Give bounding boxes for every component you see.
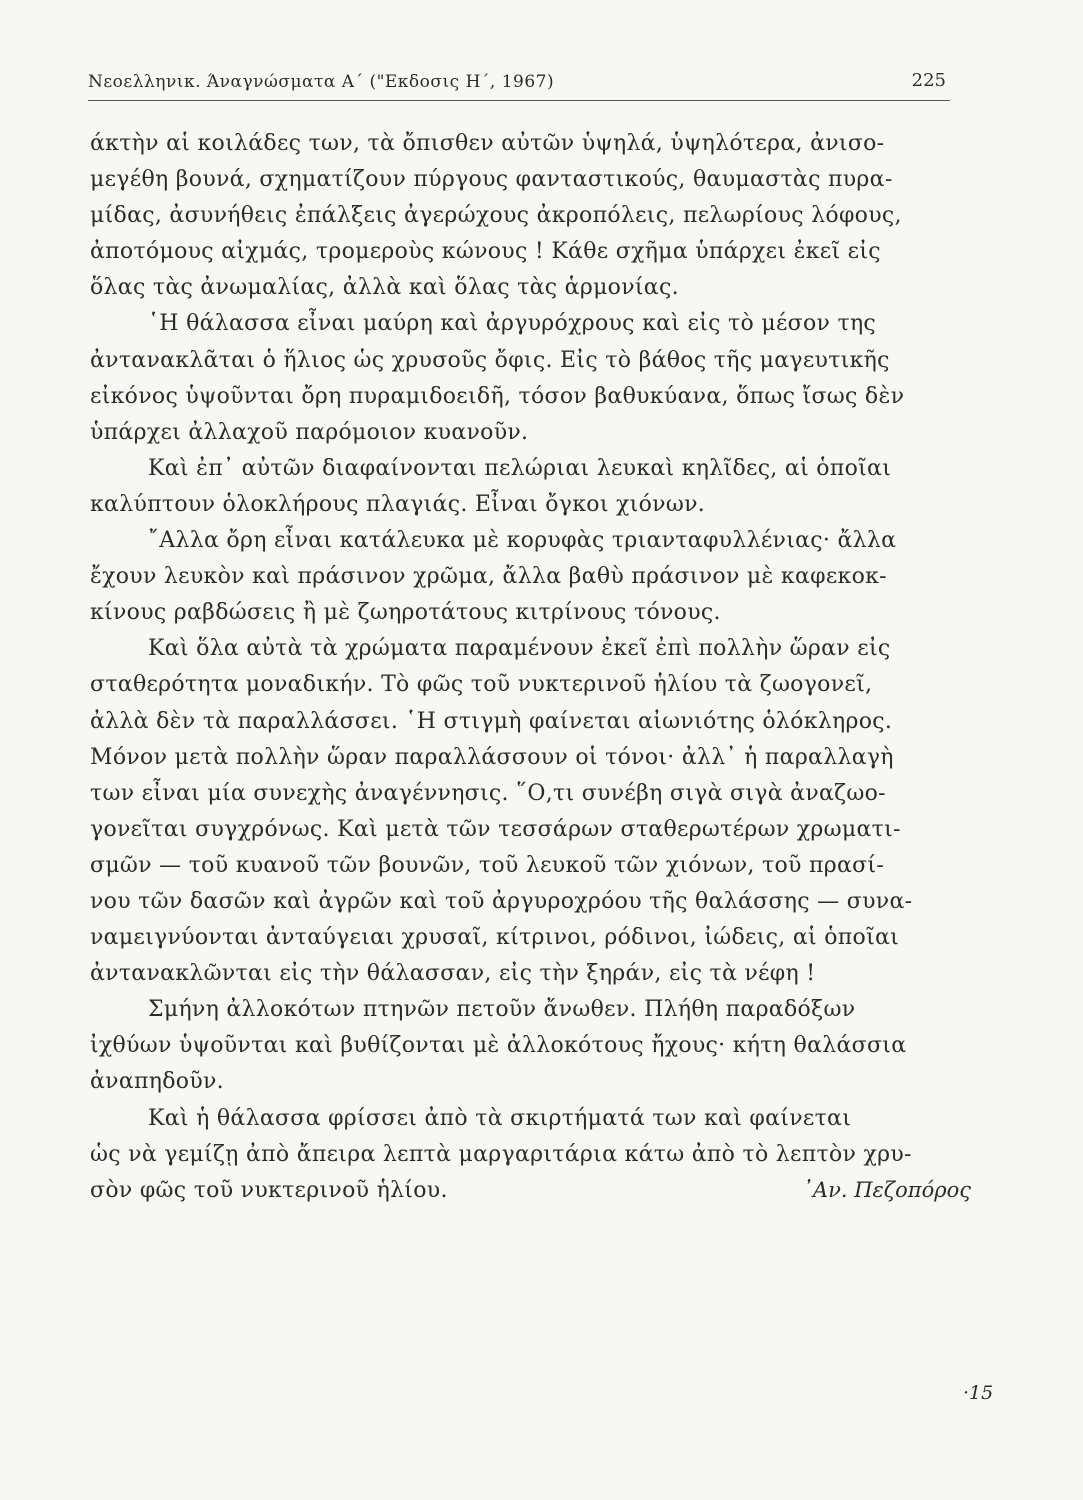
text-line: νου τῶν δασῶν καὶ ἀγρῶν καὶ τοῦ ἀργυροχρόου τῆς θαλάσσης — συνα- bbox=[90, 888, 913, 914]
text-line: των εἶναι μία συνεχὴς ἀναγέννησις. ῞Ο,τι συνέβη σιγὰ σιγὰ ἀναζωο- bbox=[90, 780, 886, 806]
running-head: Νεοελληνικ. Άναγνώσματα Α΄ ("Εκδοσις Η΄, 1967) bbox=[88, 72, 555, 92]
text-line: ἔχουν λευκὸν καὶ πράσινον χρῶμα, ἄλλα βαθὺ πράσινον μὲ καφεκοκ- bbox=[90, 564, 887, 590]
text-line: γονεῖται συγχρόνως. Καὶ μετὰ τῶν τεσσάρων σταθερωτέρων χρωματι- bbox=[90, 816, 901, 842]
text-line: μίδας, ἀσυνήθεις ἐπάλξεις ἀγερώχους ἀκροπόλεις, πελωρίους λόφους, bbox=[90, 203, 902, 229]
text-line: άκτὴν αἱ κοιλάδες των, τὰ ὄπισθεν αὐτῶν ὑψηλά, ὑψηλότερα, ἀνισο- bbox=[90, 131, 885, 156]
body-text bbox=[90, 126, 950, 1209]
text-line: ἀντανακλῶνται εἰς τὴν θάλασσαν, εἰς τὴν ξηράν, εἰς τὰ νέφη ! bbox=[90, 961, 816, 987]
text-line: καλύπτουν ὁλοκλήρους πλαγιάς. Εἶναι ὄγκοι χιόνων. bbox=[90, 491, 706, 517]
text-line: ἰχθύων ὑψοῦνται καὶ βυθίζονται μὲ ἀλλοκότους ἤχους· κήτη θαλάσσια bbox=[90, 1033, 907, 1059]
text-line: ἀντανακλᾶται ὁ ἥλιος ὡς χρυσοῦς ὄφις. Εἰς τὸ βάθος τῆς μαγευτικῆς bbox=[90, 347, 890, 373]
text-line: ναμειγνύονται ἀνταύγειαι χρυσαῖ, κίτρινοι, ρόδινοι, ἰώδεις, αἱ ὁποῖαι bbox=[90, 925, 900, 951]
page-number: 225 bbox=[911, 70, 946, 91]
page-header bbox=[88, 70, 950, 101]
text-line: ὑπάρχει ἀλλαχοῦ παρόμοιον κυανοῦν. bbox=[90, 419, 529, 445]
text-line: σὸν φῶς τοῦ νυκτερινοῦ ἡλίου. bbox=[90, 1177, 448, 1203]
text-line: κίνους ραβδώσεις ἢ μὲ ζωηροτάτους κιτρίνους τόνους. bbox=[90, 600, 721, 626]
text-line: σταθερότητα μοναδικήν. Τὸ φῶς τοῦ νυκτερινοῦ ἡλίου τὰ ζωογονεῖ, bbox=[90, 672, 873, 698]
text-line: Μόνον μετὰ πολλὴν ὥραν παραλλάσσουν οἱ τόνοι· ἀλλ᾿ ἡ παραλλαγὴ bbox=[90, 744, 894, 770]
text-line: Σμήνη ἀλλοκότων πτηνῶν πετοῦν ἄνωθεν. Πλήθη παραδόξων bbox=[148, 997, 856, 1023]
text-line: ῾Η θάλασσα εἶναι μαύρη καὶ ἀργυρόχρους καὶ εἰς τὸ μέσον της bbox=[148, 311, 877, 337]
text-line: ὡς νὰ γεμίζῃ ἀπὸ ἄπειρα λεπτὰ μαργαριτάρια κάτω ἀπὸ τὸ λεπτὸν χρυ- bbox=[90, 1141, 912, 1167]
text-line: εἰκόνος ὑψοῦνται ὄρη πυραμιδοειδῆ, τόσον βαθυκύανα, ὅπως ἴσως δὲν bbox=[90, 383, 905, 409]
text-line: Καὶ ὅλα αὐτὰ τὰ χρώματα παραμένουν ἐκεῖ ἐπὶ πολλὴν ὥραν εἰς bbox=[148, 636, 891, 662]
text-line: ῎Αλλα ὄρη εἶναι κατάλευκα μὲ κορυφὰς τριανταφυλλένιας· ἄλλα bbox=[148, 528, 897, 554]
text-line: Καὶ ἐπ᾿ αὐτῶν διαφαίνονται πελώριαι λευκαὶ κηλῖδες, αἱ ὁποῖαι bbox=[148, 455, 892, 481]
author-signature: ᾿Αν. Πεζοπόρος bbox=[802, 1178, 971, 1202]
text-line: μεγέθη βουνά, σχηματίζουν πύργους φανταστικούς, θαυμαστὰς πυρα- bbox=[90, 167, 893, 193]
text-line: Καὶ ἡ θάλασσα φρίσσει ἀπὸ τὰ σκιρτήματά των καὶ φαίνεται bbox=[148, 1105, 852, 1131]
folio-signature: ·15 bbox=[963, 1382, 994, 1404]
text-line: σμῶν — τοῦ κυανοῦ τῶν βουνῶν, τοῦ λευκοῦ τῶν χιόνων, τοῦ πρασί- bbox=[90, 852, 885, 878]
text-line: ἀλλὰ δὲν τὰ παραλλάσσει. ῾Η στιγμὴ φαίνεται αἰωνιότης ὁλόκληρος. bbox=[90, 708, 893, 734]
text-line: ἀποτόμους αἰχμάς, τρομεροὺς κώνους ! Κάθε σχῆμα ὑπάρχει ἐκεῖ εἰς bbox=[90, 239, 881, 265]
text-line: ἀναπηδοῦν. bbox=[90, 1069, 224, 1095]
text-line: ὅλας τὰς ἀνωμαλίας, ἀλλὰ καὶ ὅλας τὰς ἁρμονίας. bbox=[90, 275, 679, 301]
